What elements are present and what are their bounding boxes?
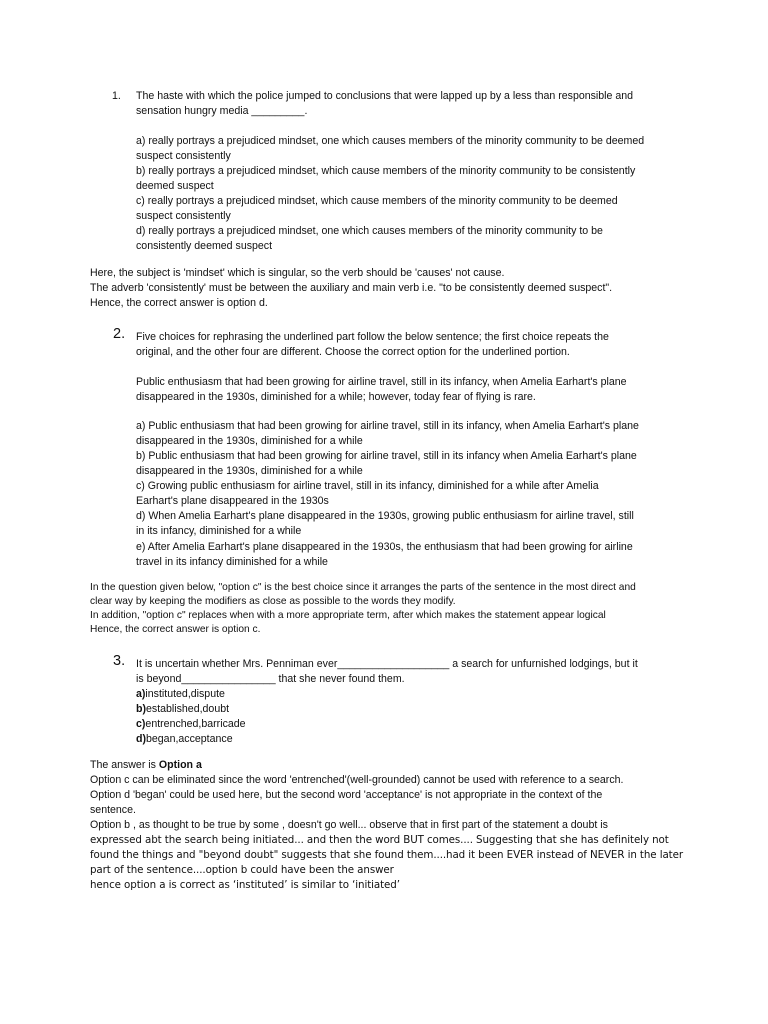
question-2-text: Five choices for rephrasing the underlined part follow the below sentence; the first choice repeats the bbox=[136, 331, 609, 343]
q2-explanation: In the question given below, "option c" is the best choice since it arranges the parts of the sentence in the most direct and bbox=[90, 582, 636, 593]
q2-option-d: d) When Amelia Earhart's plane disappeared in the 1930s, growing public enthusiasm for airline travel, still bbox=[136, 510, 634, 522]
q1-explanation: The adverb 'consistently' must be between the auxiliary and main verb i.e. "to be consistently deemed suspect". bbox=[90, 282, 613, 294]
question-3-text: It is uncertain whether Mrs. Penniman ever___________________ a search for unfurnished lodgings, but it bbox=[136, 658, 638, 670]
q2-option-e: travel in its infancy diminished for a while bbox=[136, 556, 328, 568]
question-3-text: is beyond________________ that she never found them. bbox=[136, 673, 405, 685]
q3-option-c bbox=[136, 717, 246, 732]
q3-option-d bbox=[136, 732, 233, 747]
question-2-text: original, and the other four are different. Choose the correct option for the underlined portion. bbox=[136, 346, 570, 358]
q1-explanation: Here, the subject is 'mindset' which is singular, so the verb should be 'causes' not cause. bbox=[90, 267, 505, 279]
q2-option-d: in its infancy, diminished for a while bbox=[136, 525, 302, 537]
q3-explanation: expressed abt the search being initiated... and then the word BUT comes.... Suggesting that she has definitely not bbox=[90, 834, 669, 846]
q2-option-e: e) After Amelia Earhart's plane disappeared in the 1930s, the enthusiasm that had been growing for airline bbox=[136, 541, 633, 553]
q3-explanation: Option c can be eliminated since the word 'entrenched'(well-grounded) cannot be used with reference to a search. bbox=[90, 774, 624, 786]
q1-explanation: Hence, the correct answer is option d. bbox=[90, 297, 268, 309]
q2-sentence: disappeared in the 1930s, diminished for a while; however, today fear of flying is rare. bbox=[136, 391, 536, 403]
q2-explanation: Hence, the correct answer is option c. bbox=[90, 624, 261, 635]
q1-option-c: suspect consistently bbox=[136, 210, 231, 222]
question-1-text: The haste with which the police jumped to conclusions that were lapped up by a less than responsible and bbox=[136, 90, 634, 102]
q3-explanation: part of the sentence....option b could have been the answer bbox=[90, 864, 394, 876]
q3-option-b-letter: b) bbox=[136, 703, 146, 715]
q3-answer-option: Option a bbox=[158, 759, 202, 771]
q1-option-b: deemed suspect bbox=[136, 180, 214, 192]
q3-explanation: hence option a is correct as ‘instituted’ is similar to ‘initiated’ bbox=[90, 879, 400, 891]
q3-option-b-text: established,doubt bbox=[146, 703, 230, 715]
q3-answer bbox=[90, 758, 202, 773]
q3-option-a-text: instituted,dispute bbox=[145, 688, 225, 700]
q3-option-c-letter: c) bbox=[136, 718, 146, 730]
q1-option-d: d) really portrays a prejudiced mindset, one which causes members of the minority community to be bbox=[136, 225, 603, 237]
q3-option-c-text: entrenched,barricade bbox=[145, 718, 246, 730]
q3-option-d-text: began,acceptance bbox=[146, 733, 233, 745]
q1-option-d: consistently deemed suspect bbox=[136, 240, 273, 252]
q2-option-b: b) Public enthusiasm that had been growing for airline travel, still in its infancy when Amelia Earhart's plane bbox=[136, 450, 637, 462]
q3-option-a-letter: a) bbox=[136, 688, 146, 700]
q2-option-b: disappeared in the 1930s, diminished for a while bbox=[136, 465, 363, 477]
question-1-text: sensation hungry media _________. bbox=[136, 105, 308, 117]
q2-option-c: c) Growing public enthusiasm for airline travel, still in its infancy, diminished for a while after Amelia bbox=[136, 480, 599, 492]
q3-explanation: found the things and "beyond doubt" suggests that she found them....had it been EVER instead of NEVER in the later bbox=[90, 849, 683, 861]
q2-explanation: In addition, "option c" replaces when with a more appropriate term, after which makes the statement appear logical bbox=[90, 610, 606, 621]
q2-sentence: Public enthusiasm that had been growing for airline travel, still in its infancy, when Amelia Earhart's plane bbox=[136, 376, 627, 388]
q3-explanation: Option d 'began' could be used here, but the second word 'acceptance' is not appropriate in the context of the bbox=[90, 789, 603, 801]
q3-answer-prefix: The answer is bbox=[90, 759, 159, 771]
q3-option-d-letter: d) bbox=[136, 733, 146, 745]
question-3-number: 3. bbox=[113, 653, 126, 669]
q1-option-a: suspect consistently bbox=[136, 150, 231, 162]
question-2-number: 2. bbox=[113, 326, 126, 342]
question-1-number: 1. bbox=[112, 90, 121, 102]
q3-option-a bbox=[136, 687, 225, 702]
q1-option-a: a) really portrays a prejudiced mindset, one which causes members of the minority community to be deemed bbox=[136, 135, 645, 147]
q2-explanation: clear way by keeping the modifiers as close as possible to the words they modify. bbox=[90, 596, 456, 607]
q2-option-a: a) Public enthusiasm that had been growing for airline travel, still in its infancy, when Amelia Earhart's plane bbox=[136, 420, 639, 432]
q3-explanation: sentence. bbox=[90, 804, 136, 816]
q1-option-b: b) really portrays a prejudiced mindset, which cause members of the minority community to be consistently bbox=[136, 165, 636, 177]
q3-option-b bbox=[136, 702, 229, 717]
q3-explanation: Option b , as thought to be true by some , doesn't go well... observe that in first part of the statement a doubt is bbox=[90, 819, 608, 831]
q2-option-c: Earhart's plane disappeared in the 1930s bbox=[136, 495, 329, 507]
q2-option-a: disappeared in the 1930s, diminished for a while bbox=[136, 435, 363, 447]
q1-option-c: c) really portrays a prejudiced mindset, which cause members of the minority community to be deemed bbox=[136, 195, 618, 207]
